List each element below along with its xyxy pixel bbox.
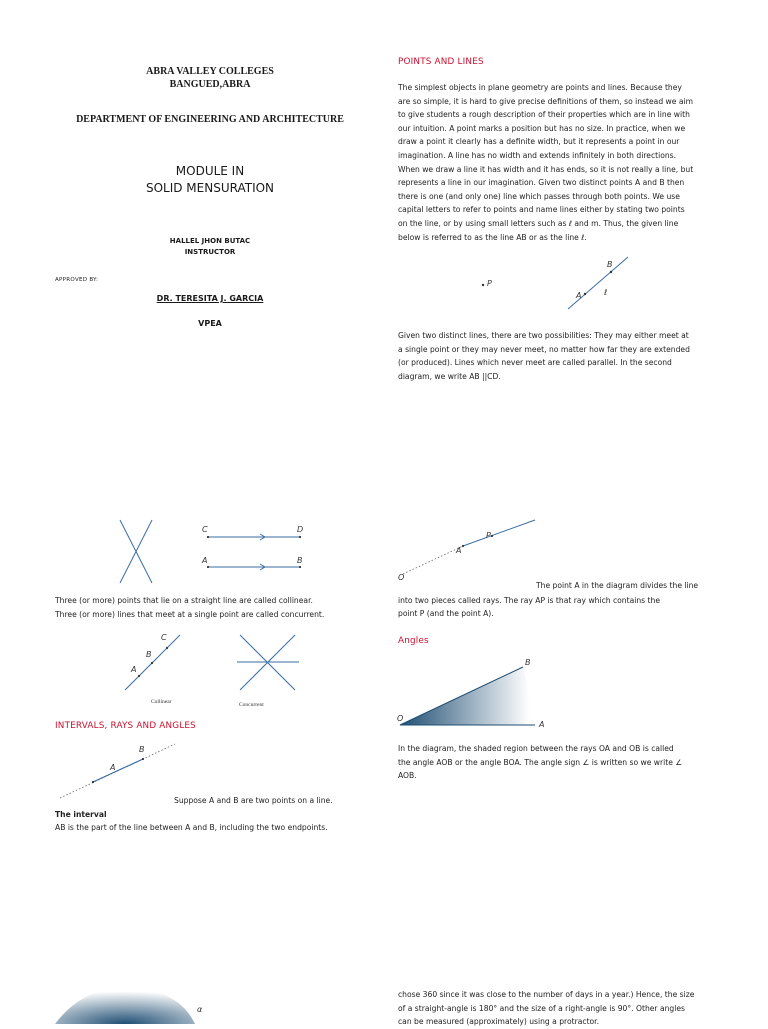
point-p-dot — [482, 284, 484, 286]
ray-text-3: point P (and the point A). — [398, 609, 494, 618]
collinear-concurrent-figure — [115, 630, 315, 710]
ray-label-a: A — [456, 546, 462, 555]
ray-label-p: P — [486, 531, 491, 540]
angle-line-3: AOB. — [398, 771, 417, 781]
point-line-figure — [470, 255, 640, 315]
collinear-dot-c — [166, 647, 168, 649]
para-line: imagination. A line has no width and extends infinitely in both directions. — [398, 150, 677, 160]
bottom-shaded-region — [55, 988, 195, 1024]
interval-text-2: The interval — [55, 810, 107, 819]
bottom-line-2: of a straight-angle is 180° and the size of a right-angle is 90°. Other angles — [398, 1003, 685, 1013]
intersect-parallel-figure — [110, 515, 340, 590]
line-l — [568, 257, 628, 309]
collinear-label-b: B — [146, 650, 152, 659]
para-line: draw a point it clearly has a definite width, but it represents a point in our — [398, 137, 680, 147]
interval-label-a: A — [110, 763, 116, 772]
para-line: a single point or they may never meet, no matter how far they are extended — [398, 344, 690, 354]
collinear-label-c: C — [161, 633, 167, 642]
angle-figure — [395, 655, 565, 735]
collinear-dot-a — [138, 675, 140, 677]
dot-b — [299, 566, 301, 568]
para-line: are so simple, it is hard to give precise definitions of them, so instead we aim — [398, 96, 694, 106]
para-line: below is referred to as the line AB or as the line ℓ. — [398, 232, 587, 242]
bottom-line-1: chose 360 since it was close to the number of days in a year.) Hence, the size — [398, 990, 695, 999]
section-heading-intervals: INTERVALS, RAYS AND ANGLES — [55, 721, 196, 731]
para-line: The simplest objects in plane geometry are points and lines. Because they — [398, 83, 682, 92]
point-b-dot — [610, 271, 612, 273]
approver-role: VPEA — [198, 319, 222, 328]
para-line: represents a line in our imagination. Given two distinct points A and B then — [398, 178, 685, 188]
interval-segment — [93, 759, 143, 782]
angle-line-2: the angle AOB or the angle BOA. The angle sign ∠ is written so we write ∠ — [398, 757, 683, 767]
label-d: D — [297, 525, 304, 534]
college-location: BANGUED,ABRA — [169, 79, 251, 90]
approver-name: DR. TERESITA J. GARCIA — [156, 294, 264, 303]
dot-d — [299, 536, 301, 538]
interval-text-1: Suppose A and B are two points on a line. — [174, 796, 333, 805]
author-name: HALLEL JHON BUTAC — [169, 237, 251, 245]
ray-text-2: into two pieces called rays. The ray AP is that ray which contains the — [398, 596, 660, 605]
ray-label-o: O — [398, 573, 405, 582]
collinear-dot-b — [151, 662, 153, 664]
module-title-line1: MODULE IN — [175, 164, 245, 178]
para-line: on the line, or by using small letters such as ℓ and m. Thus, the given line — [398, 218, 679, 228]
collinear-text — [55, 594, 375, 621]
point-b-label: B — [607, 260, 613, 269]
interval-dot-b — [142, 758, 144, 760]
parallel-paragraph — [398, 329, 728, 383]
para-line: there is one (and only one) line which passes through both points. We use — [398, 191, 680, 201]
section-heading-angles: Angles — [398, 636, 429, 646]
module-title-line2: SOLID MENSURATION — [145, 181, 275, 195]
ray-dot-a — [462, 545, 464, 547]
angle-text — [398, 742, 728, 783]
ray-dotted — [403, 546, 463, 574]
para-line: our intuition. A point marks a position but has no size. In practice, when we — [398, 123, 686, 133]
department-name: DEPARTMENT OF ENGINEERING AND ARCHITECTURE — [76, 114, 344, 125]
para-line: When we draw a line it has width and it has ends, so it is not really a line, but — [398, 164, 694, 174]
interval-figure — [55, 742, 185, 802]
point-a-dot — [584, 293, 586, 295]
concurrent-line: Three (or more) lines that meet at a single point are called concurrent. — [55, 609, 325, 619]
angle-label-a: A — [539, 720, 545, 729]
bottom-angle-figure — [55, 984, 215, 1024]
points-lines-paragraph — [398, 81, 728, 244]
dot-c — [207, 536, 209, 538]
bottom-line-3: can be measured (approximately) using a protractor. — [398, 1017, 600, 1027]
author-role: INSTRUCTOR — [184, 248, 236, 256]
bottom-fig-label: α — [197, 1005, 203, 1014]
label-a: A — [202, 556, 208, 565]
concurrent-caption: Concurrent — [239, 702, 264, 708]
dot-a — [207, 566, 209, 568]
collinear-caption: Collinear — [151, 699, 172, 705]
ray-ap — [463, 520, 535, 546]
para-line: capital letters to refer to points and name lines either by stating two points — [398, 205, 685, 215]
ray-dot-p — [491, 535, 493, 537]
point-a-label: A — [576, 291, 582, 300]
section-heading-points-lines: POINTS AND LINES — [398, 57, 484, 67]
ray-figure — [395, 518, 540, 583]
bottom-text — [398, 988, 728, 1029]
angle-label-b: B — [525, 658, 531, 667]
approved-label: APPROVED BY: — [55, 277, 99, 283]
para-line: Given two distinct lines, there are two possibilities: They may either meet at — [398, 331, 689, 340]
para-line: diagram, we write AB ||CD. — [398, 371, 501, 381]
label-c: C — [202, 525, 208, 534]
college-name: ABRA VALLEY COLLEGES — [146, 66, 274, 77]
para-line: to give students a rough description of their properties which are in line with — [398, 110, 690, 120]
angle-line-1: In the diagram, the shaded region between the rays OA and OB is called — [398, 744, 674, 753]
angle-label-o: O — [397, 714, 404, 723]
label-b: B — [297, 556, 303, 565]
collinear-line: Three (or more) points that lie on a straight line are called collinear. — [55, 596, 313, 605]
interval-text-3: AB is the part of the line between A and B, including the two endpoints. — [55, 823, 328, 832]
interval-dot-a — [92, 781, 94, 783]
para-line: (or produced). Lines which never meet are called parallel. In the second — [398, 358, 672, 368]
interval-label-b: B — [139, 745, 145, 754]
line-l-label: ℓ — [604, 288, 608, 297]
ray-text-1: The point A in the diagram divides the line — [536, 581, 699, 590]
collinear-label-a: A — [131, 665, 137, 674]
point-p-label: P — [487, 279, 492, 288]
